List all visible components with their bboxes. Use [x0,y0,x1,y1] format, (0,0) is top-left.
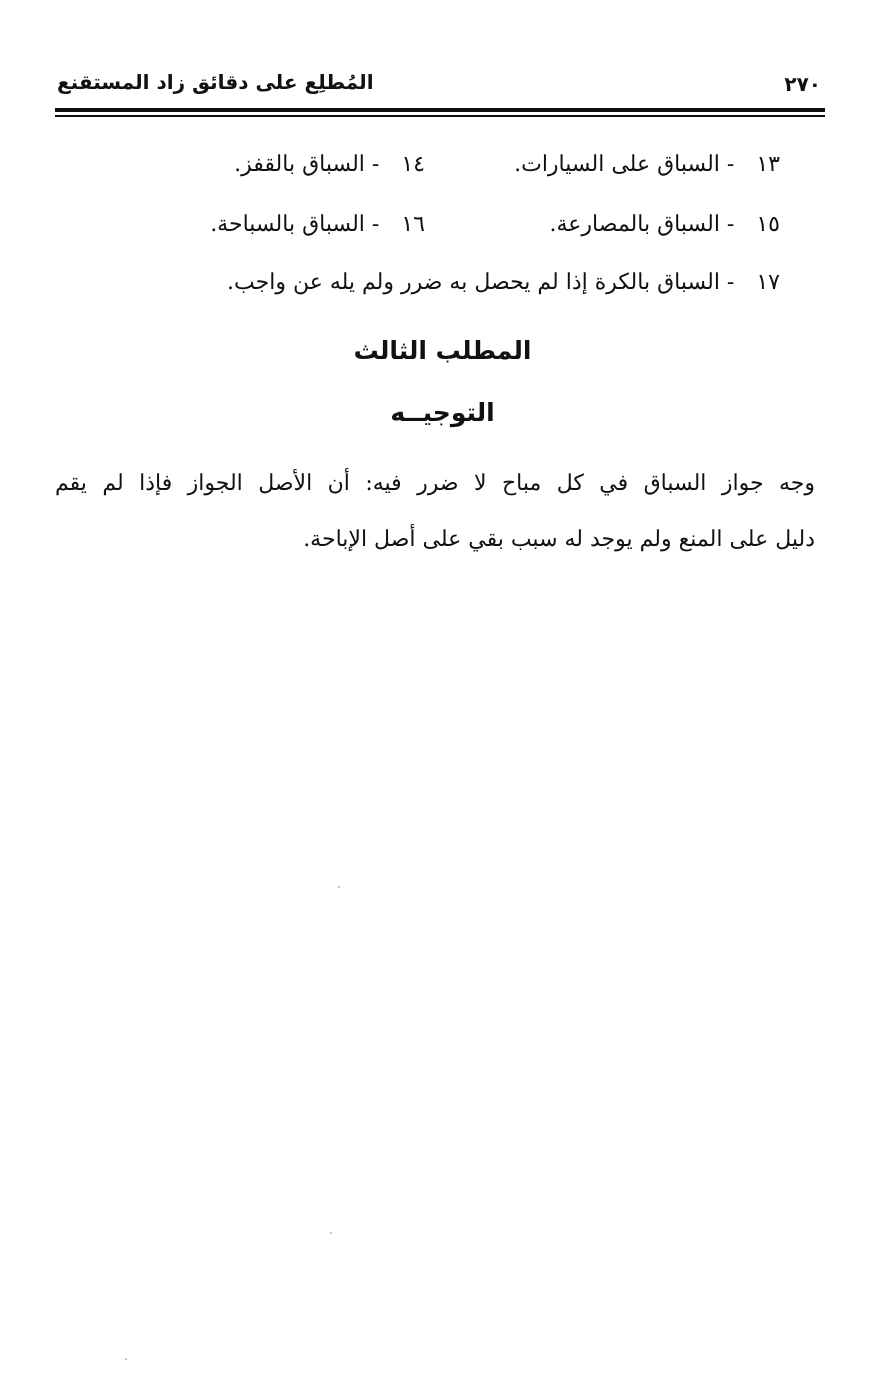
item-text: - السباق بالكرة إذا لم يحصل به ضرر ولم يله عن واجب. [227,270,735,295]
item-number: ١٧ [756,270,780,295]
item-number: ١٣ [756,152,780,177]
scan-speck [330,1232,332,1234]
item-number: ١٤ [401,152,425,177]
list-item [210,212,425,237]
item-text: - السباق على السيارات. [514,152,735,177]
scan-speck [338,886,340,888]
item-text: - السباق بالمصارعة. [549,212,735,237]
list-row [0,152,885,188]
page-number: ٢٧٠ [784,72,821,96]
list-row [0,212,885,248]
header-rule-thin [55,115,825,117]
item-number: ١٦ [401,212,425,237]
list-item [514,152,780,177]
section-title: المطلب الثالث [353,336,532,365]
list-item [234,152,425,177]
item-text: - السباق بالقفز. [234,152,380,177]
list-item [227,270,780,295]
running-title: المُطلِع على دقائق زاد المستقنع [57,70,374,94]
list-row [0,270,885,306]
body-paragraph [55,456,815,568]
item-text: - السباق بالسباحة. [210,212,380,237]
page-header [55,66,825,106]
section-subtitle: التوجيــه [390,398,495,427]
paragraph-line: وجه جواز السباق في كل مباح لا ضرر فيه: أن الأصل الجواز فإذا لم يقم [55,471,815,496]
item-number: ١٥ [756,212,780,237]
list-item [550,212,780,237]
paragraph-line: دليل على المنع ولم يوجد له سبب بقي على أصل الإباحة. [303,527,815,552]
header-rule-thick [55,108,825,112]
scan-speck [125,1358,127,1360]
